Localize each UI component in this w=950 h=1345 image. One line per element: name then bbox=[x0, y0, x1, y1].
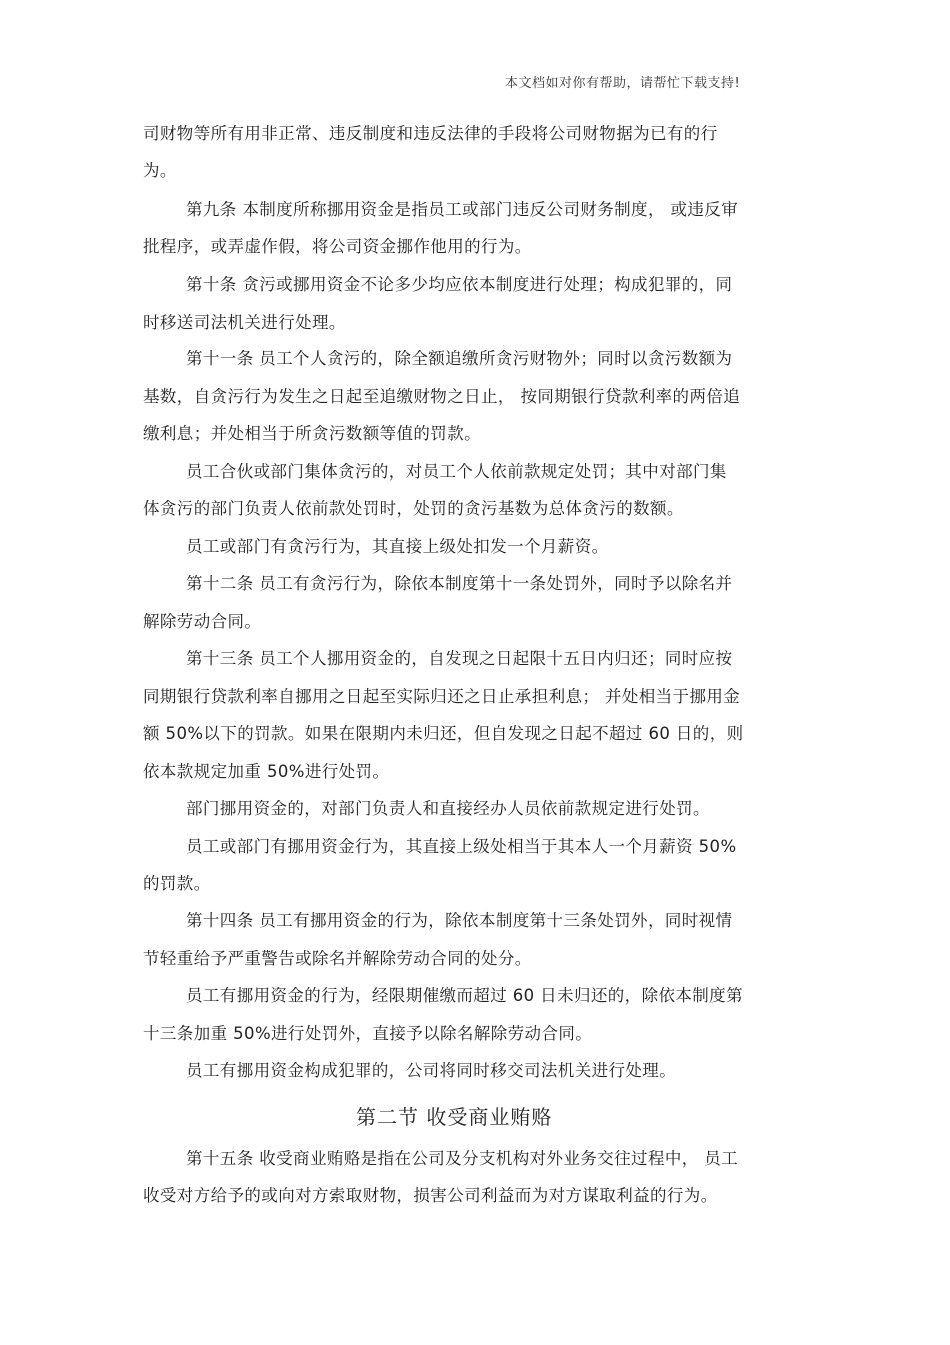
text-line: 同期银行贷款利率自挪用之日起至实际归还之日止承担利息； 并处相当于挪用金 bbox=[143, 687, 741, 706]
text-line: 员工或部门有挪用资金行为，其直接上级处相当于其本人一个月薪资 50% bbox=[186, 837, 737, 856]
text-line: 额 50%以下的罚款。如果在限期内未归还，但自发现之日起不超过 60 日的，则 bbox=[143, 724, 744, 743]
article-12-line: 第十二条 员工有贪污行为，除依本制度第十一条处罚外，同时予以除名并 bbox=[186, 574, 733, 593]
text-line: 依本款规定加重 50%进行处罚。 bbox=[143, 762, 390, 781]
text-line: 节轻重给予严重警告或除名并解除劳动合同的处分。 bbox=[143, 949, 532, 968]
text-line: 收受对方给予的或向对方索取财物，损害公司利益而为对方谋取利益的行为。 bbox=[143, 1186, 718, 1205]
text-line: 员工或部门有贪污行为，其直接上级处扣发一个月薪资。 bbox=[186, 537, 609, 556]
text-line: 批程序，或弄虚作假，将公司资金挪作他用的行为。 bbox=[143, 237, 532, 256]
article-10-line: 第十条 贪污或挪用资金不论多少均应依本制度进行处理；构成犯罪的，同 bbox=[186, 275, 733, 294]
section-title: 第二节 收受商业贿赂 bbox=[356, 1105, 553, 1129]
text-line: 员工有挪用资金构成犯罪的，公司将同时移交司法机关进行处理。 bbox=[186, 1061, 677, 1080]
article-14-line: 第十四条 员工有挪用资金的行为，除依本制度第十三条处罚外，同时视情 bbox=[186, 911, 733, 930]
article-9-line: 第九条 本制度所称挪用资金是指员工或部门违反公司财务制度， 或违反审 bbox=[186, 200, 739, 219]
text-line: 为。 bbox=[143, 161, 177, 180]
article-11-line: 第十一条 员工个人贪污的，除全额追缴所贪污财物外；同时以贪污数额为 bbox=[186, 349, 733, 368]
text-line: 司财物等所有用非正常、违反制度和违反法律的手段将公司财物据为已有的行 bbox=[143, 124, 718, 143]
text-line: 体贪污的部门负责人依前款处罚时，处罚的贪污基数为总体贪污的数额。 bbox=[143, 499, 684, 518]
text-line: 缴利息；并处相当于所贪污数额等值的罚款。 bbox=[143, 424, 481, 443]
text-line: 员工合伙或部门集体贪污的，对员工个人依前款规定处罚；其中对部门集 bbox=[186, 462, 727, 481]
text-line: 十三条加重 50%进行处罚外，直接予以除名解除劳动合同。 bbox=[143, 1024, 593, 1043]
header-note: 本文档如对你有帮助，请帮忙下载支持! bbox=[505, 76, 741, 91]
text-line: 时移送司法机关进行处理。 bbox=[143, 313, 346, 332]
text-line: 基数，自贪污行为发生之日起至追缴财物之日止， 按同期银行贷款利率的两倍追 bbox=[143, 387, 741, 406]
article-13-line: 第十三条 员工个人挪用资金的，自发现之日起限十五日内归还；同时应按 bbox=[186, 649, 733, 668]
text-line: 部门挪用资金的，对部门负责人和直接经办人员依前款规定进行处罚。 bbox=[186, 799, 710, 818]
text-line: 解除劳动合同。 bbox=[143, 612, 262, 631]
text-line: 员工有挪用资金的行为，经限期催缴而超过 60 日未归还的，除依本制度第 bbox=[186, 986, 743, 1005]
text-line: 的罚款。 bbox=[143, 874, 211, 893]
article-15-line: 第十五条 收受商业贿赂是指在公司及分支机构对外业务交往过程中， 员工 bbox=[186, 1149, 739, 1168]
